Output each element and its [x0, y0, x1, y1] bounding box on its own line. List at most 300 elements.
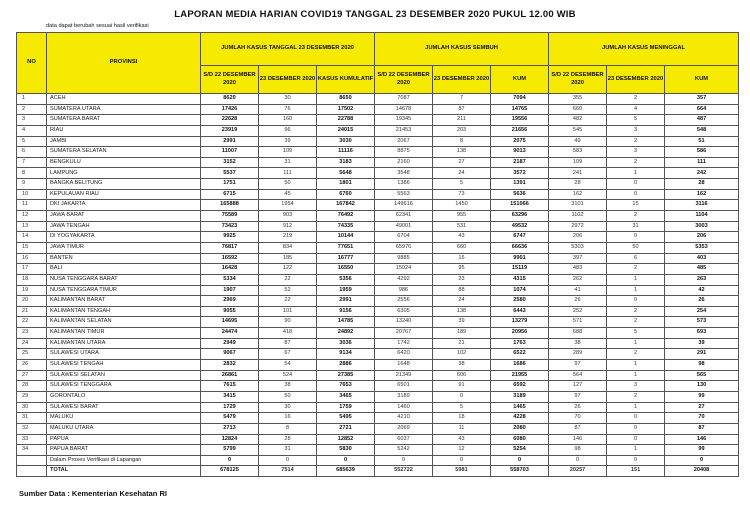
table-row: [17, 179, 739, 190]
sembuh-tgl23-cell: 43: [433, 434, 491, 445]
sembuh-tgl23-cell: 0: [433, 391, 491, 402]
sembuh-kum-cell: 2075: [491, 136, 549, 147]
sembuh-kum-cell: 6747: [491, 232, 549, 243]
meninggal-sd22-cell: 70: [549, 413, 607, 424]
kasus-tgl23-cell: 7514: [259, 466, 317, 477]
table-row: [17, 157, 739, 168]
meninggal-tgl23-cell: 2: [607, 157, 665, 168]
header-provinsi: PROVINSI: [47, 33, 201, 94]
sembuh-kum-cell: 5254: [491, 445, 549, 456]
sembuh-kum-cell: 6592: [491, 381, 549, 392]
meninggal-sd22-cell: 355: [549, 94, 607, 105]
table-row: [17, 147, 739, 158]
meninggal-sd22-cell: 688: [549, 328, 607, 339]
sembuh-sd22-cell: 65976: [375, 242, 433, 253]
sembuh-sd22-cell: 3189: [375, 391, 433, 402]
row-provinsi-cell: SULAWESI TENGGARA: [47, 381, 201, 392]
row-provinsi-cell: KALIMANTAN TENGAH: [47, 306, 201, 317]
kasus-sd22-cell: 8620: [201, 94, 259, 105]
kasus-kumulatif-cell: 8650: [317, 94, 375, 105]
row-provinsi-cell: TOTAL: [47, 466, 201, 477]
kasus-kumulatif-cell: 167842: [317, 200, 375, 211]
meninggal-sd22-cell: 49: [549, 136, 607, 147]
meninggal-kum-cell: 26: [665, 296, 739, 307]
sembuh-sd22-cell: 19345: [375, 115, 433, 126]
row-provinsi-cell: SUMATERA BARAT: [47, 115, 201, 126]
header-sembuh-sd22: S/D 22 DESEMBER 2020: [375, 66, 433, 94]
meninggal-sd22-cell: 3101: [549, 200, 607, 211]
header-kasus-tgl23: 23 DESEMBER 2020: [259, 66, 317, 94]
header-kasus-sd22: S/D 22 DESEMBER 2020: [201, 66, 259, 94]
header-meninggal-tgl23: 23 DESEMBER 2020: [607, 66, 665, 94]
table-row: [17, 413, 739, 424]
kasus-sd22-cell: 2832: [201, 360, 259, 371]
table-row: [17, 104, 739, 115]
kasus-tgl23-cell: 903: [259, 211, 317, 222]
meninggal-kum-cell: 487: [665, 115, 739, 126]
sembuh-kum-cell: 20956: [491, 328, 549, 339]
row-provinsi-cell: JAWA TENGAH: [47, 221, 201, 232]
meninggal-kum-cell: 0: [665, 455, 739, 466]
sembuh-sd22-cell: 13240: [375, 317, 433, 328]
meninggal-sd22-cell: 41: [549, 285, 607, 296]
kasus-kumulatif-cell: 3036: [317, 338, 375, 349]
sembuh-sd22-cell: 21453: [375, 125, 433, 136]
kasus-sd22-cell: 76817: [201, 242, 259, 253]
meninggal-sd22-cell: 26: [549, 402, 607, 413]
kasus-sd22-cell: 5479: [201, 413, 259, 424]
sembuh-sd22-cell: 5242: [375, 445, 433, 456]
meninggal-sd22-cell: 262: [549, 274, 607, 285]
kasus-tgl23-cell: 0: [259, 455, 317, 466]
table-row: [17, 211, 739, 222]
kasus-kumulatif-cell: 5648: [317, 168, 375, 179]
row-provinsi-cell: KEPULAUAN RIAU: [47, 189, 201, 200]
sembuh-sd22-cell: 1460: [375, 402, 433, 413]
sembuh-kum-cell: 151066: [491, 200, 549, 211]
kasus-tgl23-cell: 834: [259, 242, 317, 253]
kasus-kumulatif-cell: 1959: [317, 285, 375, 296]
meninggal-tgl23-cell: 2: [607, 391, 665, 402]
meninggal-kum-cell: 664: [665, 104, 739, 115]
meninggal-sd22-cell: 28: [549, 179, 607, 190]
kasus-kumulatif-cell: 17502: [317, 104, 375, 115]
meninggal-tgl23-cell: 0: [607, 455, 665, 466]
kasus-sd22-cell: 1907: [201, 285, 259, 296]
kasus-tgl23-cell: 90: [259, 317, 317, 328]
sembuh-sd22-cell: 2160: [375, 157, 433, 168]
sembuh-sd22-cell: 1386: [375, 179, 433, 190]
meninggal-kum-cell: 99: [665, 445, 739, 456]
kasus-sd22-cell: 1751: [201, 179, 259, 190]
row-provinsi-cell: NUSA TENGGARA TIMUR: [47, 285, 201, 296]
meninggal-kum-cell: 130: [665, 381, 739, 392]
sembuh-kum-cell: 49532: [491, 221, 549, 232]
meninggal-kum-cell: 1104: [665, 211, 739, 222]
meninggal-tgl23-cell: 1: [607, 338, 665, 349]
table-row: [17, 200, 739, 211]
table-row: [17, 253, 739, 264]
meninggal-sd22-cell: 1102: [549, 211, 607, 222]
row-no-cell: [17, 455, 47, 466]
meninggal-tgl23-cell: 50: [607, 242, 665, 253]
sembuh-tgl23-cell: 23: [433, 274, 491, 285]
meninggal-tgl23-cell: 3: [607, 125, 665, 136]
table-row: [17, 242, 739, 253]
kasus-tgl23-cell: 109: [259, 147, 317, 158]
kasus-kumulatif-cell: 5830: [317, 445, 375, 456]
meninggal-sd22-cell: 564: [549, 370, 607, 381]
row-no-cell: 20: [17, 296, 47, 307]
sembuh-tgl23-cell: 606: [433, 370, 491, 381]
meninggal-tgl23-cell: 5: [607, 115, 665, 126]
sembuh-tgl23-cell: 5: [433, 179, 491, 190]
meninggal-kum-cell: 39: [665, 338, 739, 349]
sembuh-tgl23-cell: 5981: [433, 466, 491, 477]
kasus-tgl23-cell: 50: [259, 391, 317, 402]
kasus-kumulatif-cell: 0: [317, 455, 375, 466]
sembuh-tgl23-cell: 18: [433, 413, 491, 424]
kasus-tgl23-cell: 54: [259, 360, 317, 371]
kasus-tgl23-cell: 160: [259, 115, 317, 126]
sembuh-tgl23-cell: 21: [433, 338, 491, 349]
meninggal-tgl23-cell: 0: [607, 232, 665, 243]
row-no-cell: [17, 466, 47, 477]
table-row: [17, 370, 739, 381]
sembuh-tgl23-cell: 88: [433, 285, 491, 296]
header-sembuh-kum: KUM: [491, 66, 549, 94]
row-provinsi-cell: Dalam Proses Verifikasi di Lapangan: [47, 455, 201, 466]
sembuh-sd22-cell: 149616: [375, 200, 433, 211]
sembuh-kum-cell: 1686: [491, 360, 549, 371]
meninggal-sd22-cell: 20257: [549, 466, 607, 477]
meninggal-sd22-cell: 162: [549, 189, 607, 200]
kasus-tgl23-cell: 30: [259, 94, 317, 105]
row-provinsi-cell: SULAWESI SELATAN: [47, 370, 201, 381]
table-row: [17, 381, 739, 392]
row-no-cell: 9: [17, 179, 47, 190]
row-no-cell: 31: [17, 413, 47, 424]
meninggal-sd22-cell: 397: [549, 253, 607, 264]
meninggal-sd22-cell: 252: [549, 306, 607, 317]
row-no-cell: 1: [17, 94, 47, 105]
kasus-kumulatif-cell: 14785: [317, 317, 375, 328]
sembuh-kum-cell: 9013: [491, 147, 549, 158]
sembuh-kum-cell: 1465: [491, 402, 549, 413]
header-meninggal-sd22: S/D 22 DESEMBER 2020: [549, 66, 607, 94]
table-row: [17, 136, 739, 147]
sembuh-kum-cell: 14765: [491, 104, 549, 115]
kasus-tgl23-cell: 185: [259, 253, 317, 264]
meninggal-tgl23-cell: 3: [607, 147, 665, 158]
kasus-tgl23-cell: 31: [259, 445, 317, 456]
meninggal-sd22-cell: 5303: [549, 242, 607, 253]
kasus-kumulatif-cell: 12852: [317, 434, 375, 445]
row-no-cell: 5: [17, 136, 47, 147]
table-row: [17, 264, 739, 275]
meninggal-tgl23-cell: 2: [607, 136, 665, 147]
row-no-cell: 34: [17, 445, 47, 456]
table-row: [17, 274, 739, 285]
meninggal-tgl23-cell: 1: [607, 168, 665, 179]
sembuh-kum-cell: 1074: [491, 285, 549, 296]
meninggal-kum-cell: 357: [665, 94, 739, 105]
header-sembuh-tgl23: 23 DESEMBER 2020: [433, 66, 491, 94]
kasus-kumulatif-cell: 2886: [317, 360, 375, 371]
sembuh-kum-cell: 558703: [491, 466, 549, 477]
meninggal-kum-cell: 111: [665, 157, 739, 168]
sembuh-sd22-cell: 2069: [375, 423, 433, 434]
sembuh-kum-cell: 5636: [491, 189, 549, 200]
kasus-sd22-cell: 16592: [201, 253, 259, 264]
sembuh-tgl23-cell: 660: [433, 242, 491, 253]
table-row: [17, 391, 739, 402]
sembuh-sd22-cell: 6704: [375, 232, 433, 243]
meninggal-tgl23-cell: 4: [607, 104, 665, 115]
meninggal-tgl23-cell: 151: [607, 466, 665, 477]
meninggal-tgl23-cell: 0: [607, 434, 665, 445]
sembuh-kum-cell: 19556: [491, 115, 549, 126]
row-provinsi-cell: MALUKU: [47, 413, 201, 424]
meninggal-kum-cell: 42: [665, 285, 739, 296]
kasus-kumulatif-cell: 9134: [317, 349, 375, 360]
table-row: [17, 445, 739, 456]
kasus-sd22-cell: 6715: [201, 189, 259, 200]
verification-note: data dapat berubah sesuai hasil verifikasi: [46, 23, 149, 29]
meninggal-tgl23-cell: 0: [607, 413, 665, 424]
kasus-kumulatif-cell: 76492: [317, 211, 375, 222]
row-no-cell: 19: [17, 285, 47, 296]
kasus-sd22-cell: 12824: [201, 434, 259, 445]
meninggal-tgl23-cell: 0: [607, 423, 665, 434]
meninggal-tgl23-cell: 5: [607, 328, 665, 339]
header-group-sembuh: JUMLAH KASUS SEMBUH: [375, 33, 549, 66]
row-no-cell: 16: [17, 253, 47, 264]
sembuh-tgl23-cell: 11: [433, 423, 491, 434]
kasus-sd22-cell: 11007: [201, 147, 259, 158]
meninggal-tgl23-cell: 6: [607, 253, 665, 264]
row-no-cell: 28: [17, 381, 47, 392]
meninggal-sd22-cell: 571: [549, 317, 607, 328]
sembuh-tgl23-cell: 102: [433, 349, 491, 360]
row-no-cell: 25: [17, 349, 47, 360]
meninggal-tgl23-cell: 1: [607, 274, 665, 285]
sembuh-tgl23-cell: 39: [433, 317, 491, 328]
meninggal-sd22-cell: 660: [549, 104, 607, 115]
kasus-kumulatif-cell: 6760: [317, 189, 375, 200]
sembuh-kum-cell: 63296: [491, 211, 549, 222]
table-row: [17, 434, 739, 445]
table-row: [17, 296, 739, 307]
row-no-cell: 10: [17, 189, 47, 200]
sembuh-tgl23-cell: 189: [433, 328, 491, 339]
meninggal-sd22-cell: 583: [549, 147, 607, 158]
row-provinsi-cell: JAWA TIMUR: [47, 242, 201, 253]
meninggal-kum-cell: 565: [665, 370, 739, 381]
table-row: [17, 221, 739, 232]
kasus-tgl23-cell: 39: [259, 136, 317, 147]
sembuh-kum-cell: 0: [491, 455, 549, 466]
meninggal-tgl23-cell: 0: [607, 189, 665, 200]
row-no-cell: 24: [17, 338, 47, 349]
row-no-cell: 32: [17, 423, 47, 434]
kasus-tgl23-cell: 38: [259, 381, 317, 392]
meninggal-tgl23-cell: 0: [607, 296, 665, 307]
sembuh-tgl23-cell: 24: [433, 168, 491, 179]
sembuh-sd22-cell: 5563: [375, 189, 433, 200]
kasus-tgl23-cell: 28: [259, 434, 317, 445]
meninggal-sd22-cell: 109: [549, 157, 607, 168]
meninggal-sd22-cell: 0: [549, 455, 607, 466]
kasus-kumulatif-cell: 3465: [317, 391, 375, 402]
sembuh-kum-cell: 4228: [491, 413, 549, 424]
meninggal-sd22-cell: 127: [549, 381, 607, 392]
table-row: [17, 306, 739, 317]
row-provinsi-cell: KALIMANTAN SELATAN: [47, 317, 201, 328]
meninggal-tgl23-cell: 1: [607, 285, 665, 296]
sembuh-kum-cell: 13279: [491, 317, 549, 328]
kasus-kumulatif-cell: 3183: [317, 157, 375, 168]
meninggal-kum-cell: 5353: [665, 242, 739, 253]
sembuh-sd22-cell: 15024: [375, 264, 433, 275]
kasus-sd22-cell: 17426: [201, 104, 259, 115]
total-row: [17, 466, 739, 477]
sembuh-kum-cell: 21656: [491, 125, 549, 136]
row-provinsi-cell: SULAWESI BARAT: [47, 402, 201, 413]
kasus-sd22-cell: 14695: [201, 317, 259, 328]
kasus-kumulatif-cell: 7653: [317, 381, 375, 392]
row-no-cell: 33: [17, 434, 47, 445]
meninggal-sd22-cell: 98: [549, 445, 607, 456]
sembuh-kum-cell: 9901: [491, 253, 549, 264]
kasus-sd22-cell: 5799: [201, 445, 259, 456]
meninggal-tgl23-cell: 1: [607, 370, 665, 381]
sembuh-kum-cell: 1763: [491, 338, 549, 349]
meninggal-kum-cell: 146: [665, 434, 739, 445]
meninggal-kum-cell: 28: [665, 179, 739, 190]
sembuh-sd22-cell: 62341: [375, 211, 433, 222]
row-no-cell: 26: [17, 360, 47, 371]
row-no-cell: 14: [17, 232, 47, 243]
kasus-kumulatif-cell: 16550: [317, 264, 375, 275]
kasus-sd22-cell: 73423: [201, 221, 259, 232]
sembuh-sd22-cell: 4292: [375, 274, 433, 285]
kasus-kumulatif-cell: 24015: [317, 125, 375, 136]
row-provinsi-cell: SULAWESI TENGAH: [47, 360, 201, 371]
meninggal-tgl23-cell: 1: [607, 360, 665, 371]
meninggal-kum-cell: 263: [665, 274, 739, 285]
meninggal-sd22-cell: 483: [549, 264, 607, 275]
row-provinsi-cell: BENGKULU: [47, 157, 201, 168]
sembuh-kum-cell: 3189: [491, 391, 549, 402]
sembuh-tgl23-cell: 1450: [433, 200, 491, 211]
sembuh-kum-cell: 3572: [491, 168, 549, 179]
kasus-tgl23-cell: 22: [259, 296, 317, 307]
kasus-tgl23-cell: 45: [259, 189, 317, 200]
kasus-tgl23-cell: 76: [259, 104, 317, 115]
meninggal-kum-cell: 291: [665, 349, 739, 360]
row-provinsi-cell: PAPUA: [47, 434, 201, 445]
header-kasus-kumulatif: KASUS KUMULATIF: [317, 66, 375, 94]
table-row: [17, 360, 739, 371]
kasus-sd22-cell: 7615: [201, 381, 259, 392]
kasus-kumulatif-cell: 27385: [317, 370, 375, 381]
row-provinsi-cell: JAWA BARAT: [47, 211, 201, 222]
row-provinsi-cell: DKI JAKARTA: [47, 200, 201, 211]
sembuh-sd22-cell: 2067: [375, 136, 433, 147]
row-no-cell: 29: [17, 391, 47, 402]
meninggal-tgl23-cell: 0: [607, 179, 665, 190]
row-provinsi-cell: KALIMANTAN BARAT: [47, 296, 201, 307]
sembuh-kum-cell: 6080: [491, 434, 549, 445]
sembuh-kum-cell: 2580: [491, 296, 549, 307]
kasus-tgl23-cell: 67: [259, 349, 317, 360]
kasus-sd22-cell: 678125: [201, 466, 259, 477]
sembuh-tgl23-cell: 8: [433, 136, 491, 147]
meninggal-tgl23-cell: 15: [607, 200, 665, 211]
sembuh-tgl23-cell: 73: [433, 189, 491, 200]
row-no-cell: 21: [17, 306, 47, 317]
meninggal-tgl23-cell: 2: [607, 211, 665, 222]
kasus-kumulatif-cell: 74335: [317, 221, 375, 232]
header-group-kasus: JUMLAH KASUS TANGGAL 23 DESEMBER 2020: [201, 33, 375, 66]
kasus-sd22-cell: 2969: [201, 296, 259, 307]
sembuh-tgl23-cell: 138: [433, 147, 491, 158]
sembuh-kum-cell: 1391: [491, 179, 549, 190]
table-row: [17, 317, 739, 328]
sembuh-tgl23-cell: 138: [433, 306, 491, 317]
kasus-kumulatif-cell: 5356: [317, 274, 375, 285]
meninggal-kum-cell: 51: [665, 136, 739, 147]
kasus-tgl23-cell: 101: [259, 306, 317, 317]
kasus-kumulatif-cell: 77651: [317, 242, 375, 253]
sembuh-sd22-cell: 14678: [375, 104, 433, 115]
meninggal-kum-cell: 27: [665, 402, 739, 413]
sembuh-tgl23-cell: 38: [433, 360, 491, 371]
kasus-sd22-cell: 26861: [201, 370, 259, 381]
covid-report-table: [16, 32, 739, 477]
page-title: LAPORAN MEDIA HARIAN COVID19 TANGGAL 23 DESEMBER 2020 PUKUL 12.00 WIB: [174, 9, 576, 20]
row-no-cell: 23: [17, 328, 47, 339]
table-row: [17, 338, 739, 349]
meninggal-kum-cell: 403: [665, 253, 739, 264]
header-meninggal-kum: KUM: [665, 66, 739, 94]
sembuh-sd22-cell: 20767: [375, 328, 433, 339]
kasus-tgl23-cell: 8: [259, 423, 317, 434]
sembuh-tgl23-cell: 7: [433, 94, 491, 105]
meninggal-kum-cell: 206: [665, 232, 739, 243]
kasus-kumulatif-cell: 5495: [317, 413, 375, 424]
kasus-tgl23-cell: 418: [259, 328, 317, 339]
kasus-tgl23-cell: 31: [259, 157, 317, 168]
meninggal-kum-cell: 70: [665, 413, 739, 424]
meninggal-sd22-cell: 97: [549, 360, 607, 371]
meninggal-tgl23-cell: 3: [607, 381, 665, 392]
header-no: NO: [17, 33, 47, 94]
header-group-meninggal: JUMLAH KASUS MENINGGAL: [549, 33, 739, 66]
kasus-sd22-cell: 1729: [201, 402, 259, 413]
meninggal-sd22-cell: 289: [549, 349, 607, 360]
meninggal-sd22-cell: 206: [549, 232, 607, 243]
sembuh-tgl23-cell: 203: [433, 125, 491, 136]
kasus-sd22-cell: 3415: [201, 391, 259, 402]
kasus-sd22-cell: 165888: [201, 200, 259, 211]
kasus-sd22-cell: 2991: [201, 136, 259, 147]
kasus-kumulatif-cell: 685639: [317, 466, 375, 477]
meninggal-kum-cell: 3116: [665, 200, 739, 211]
kasus-sd22-cell: 3152: [201, 157, 259, 168]
sembuh-sd22-cell: 0: [375, 455, 433, 466]
